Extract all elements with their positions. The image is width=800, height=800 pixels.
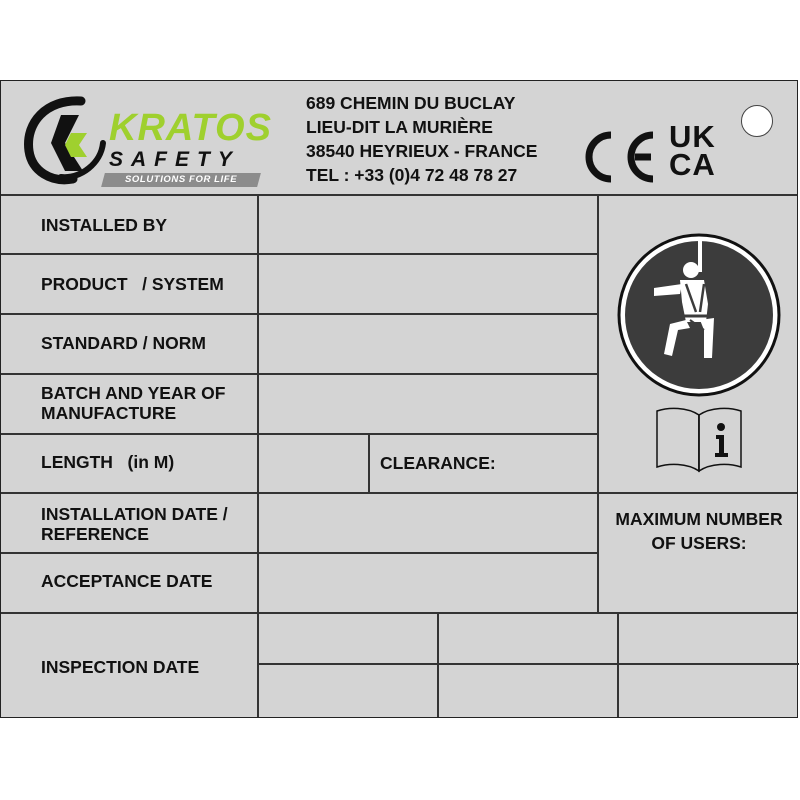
ukca-top: UK [669,119,716,154]
inspection-date-cell[interactable] [619,665,797,715]
product-system-field[interactable] [259,255,596,311]
brand-name: KRATOS [109,107,272,149]
installation-label-line-2: REFERENCE [41,524,149,544]
ce-mark-icon [581,131,659,183]
inspection-date-cell[interactable] [259,665,436,715]
ukca-bottom: CA [669,147,716,182]
mounting-hole [741,105,773,137]
batch-label-line-2: MANUFACTURE [41,403,177,423]
acceptance-date-label: ACCEPTANCE DATE [41,571,213,591]
address-phone: TEL : +33 (0)4 72 48 78 27 [306,165,518,185]
acceptance-date-field[interactable] [259,554,596,610]
batch-field[interactable] [259,375,596,431]
installation-date-field[interactable] [259,494,596,550]
max-users-label [599,507,799,555]
installation-label-line-1: INSTALLATION DATE / [41,504,228,524]
read-manual-info-icon [653,405,745,475]
length-label: LENGTH (in M) [41,452,175,472]
batch-label-line-1: BATCH AND YEAR OF [41,383,226,403]
ukca-mark [669,119,733,182]
brand-tagline: SOLUTIONS FOR LIFE [124,174,238,185]
clearance-label: CLEARANCE: [380,453,496,473]
address-block [306,91,537,187]
max-users-line-1: MAXIMUM NUMBER [615,509,783,529]
harness-mandatory-icon [616,232,782,398]
standard-norm-label: STANDARD / NORM [41,333,206,353]
installation-date-label [41,504,228,544]
inspection-date-cell[interactable] [619,614,797,662]
address-line-3: 38540 HEYRIEUX - FRANCE [306,141,538,161]
product-system-label: PRODUCT / SYSTEM [41,274,224,294]
inspection-date-cell[interactable] [259,614,436,662]
installed-by-label: INSTALLED BY [41,215,168,235]
batch-label [41,383,225,423]
max-users-line-2: OF USERS: [651,533,747,553]
address-line-1: 689 CHEMIN DU BUCLAY [306,93,516,113]
inspection-date-cell[interactable] [439,665,616,715]
identification-plate [0,80,798,718]
address-line-2: LIEU-DIT LA MURIÈRE [306,117,493,137]
installed-by-field[interactable] [259,196,596,252]
inspection-date-cell[interactable] [439,614,616,662]
length-field[interactable] [259,435,367,491]
inspection-date-label: INSPECTION DATE [41,657,200,677]
brand-tagline-box [101,173,261,187]
standard-norm-field[interactable] [259,315,596,371]
brand-sub: SAFETY [109,148,240,171]
plate-header [1,81,797,194]
kratos-k-logo-icon [21,93,113,185]
